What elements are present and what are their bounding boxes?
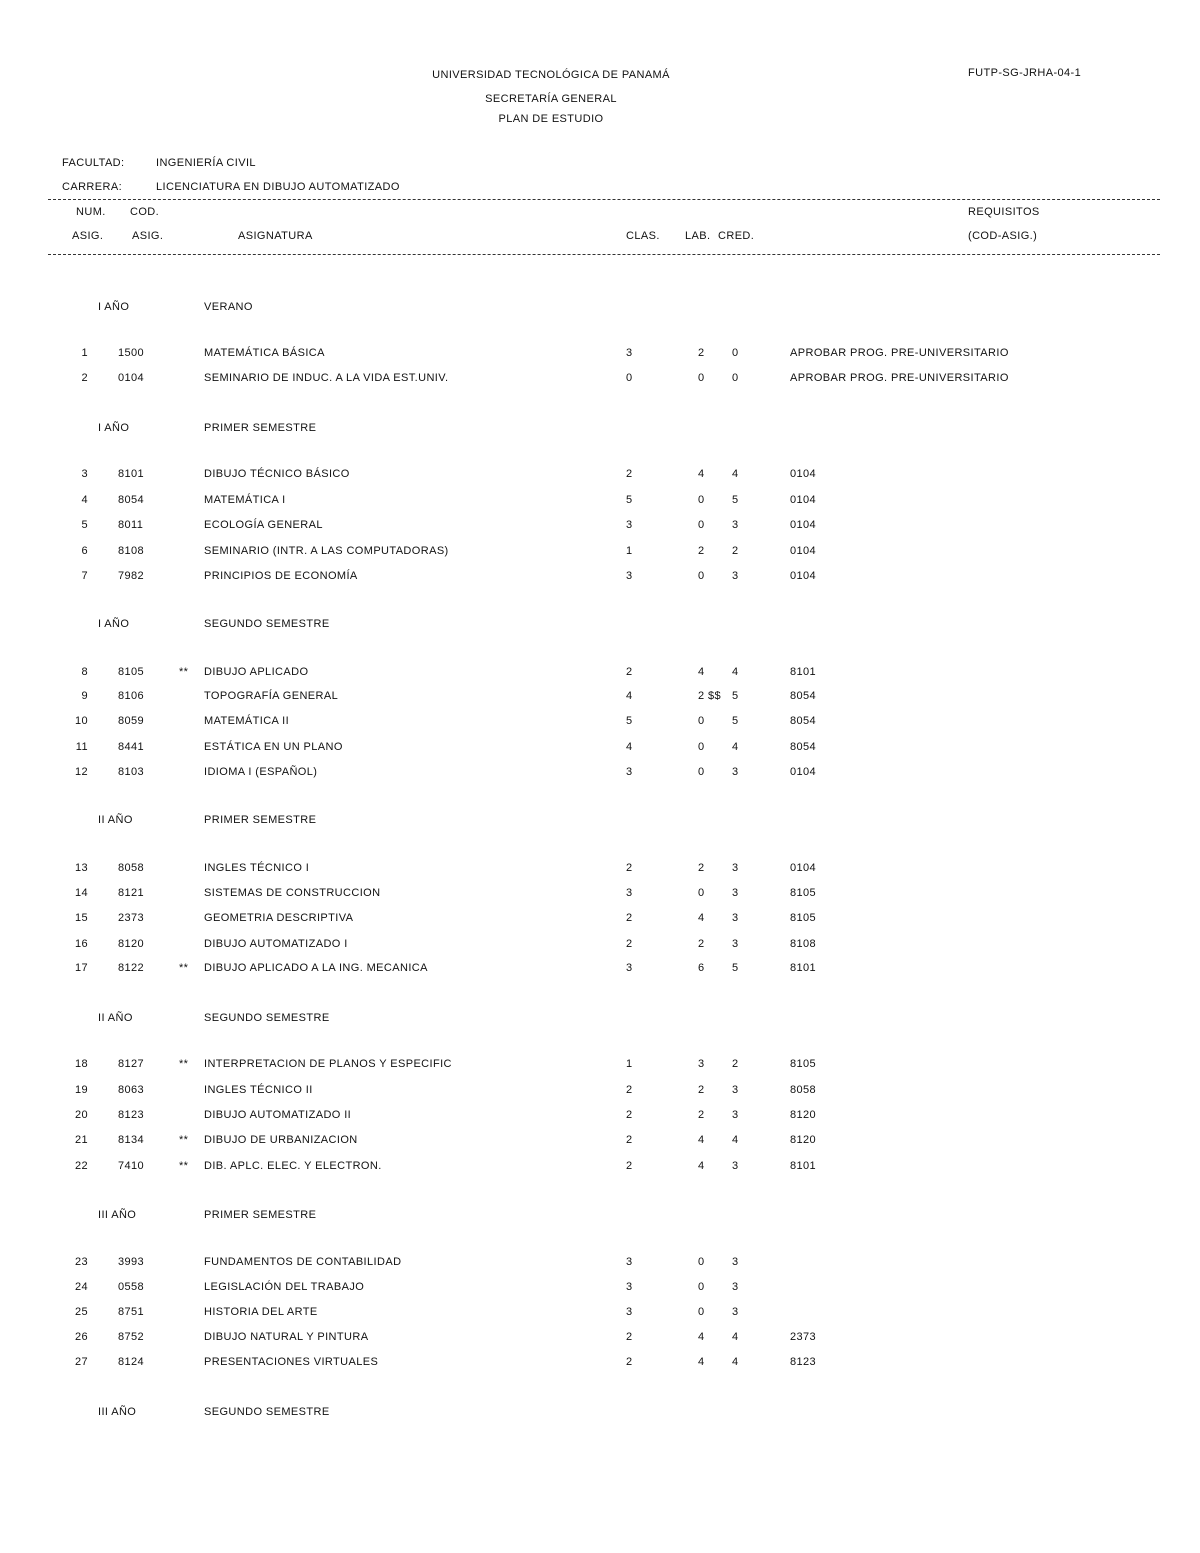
header-divider-bottom (48, 254, 1160, 255)
carrera-value: LICENCIATURA EN DIBUJO AUTOMATIZADO (156, 181, 400, 193)
course-code: 2373 (118, 912, 145, 924)
course-name: GEOMETRIA DESCRIPTIVA (204, 912, 354, 924)
section-header (0, 814, 1200, 832)
course-name: INGLES TÉCNICO I (204, 862, 310, 874)
section-term: VERANO (204, 301, 253, 313)
course-row (0, 766, 1200, 784)
course-clas: 4 (626, 741, 633, 753)
course-name: LEGISLACIÓN DEL TRABAJO (204, 1281, 365, 1293)
course-row (0, 666, 1200, 684)
course-lab: 0 (698, 1281, 705, 1293)
course-name: ECOLOGÍA GENERAL (204, 519, 323, 531)
course-code: 8058 (118, 862, 145, 874)
course-num: 16 (74, 938, 88, 950)
course-row (0, 1306, 1200, 1324)
course-requisito: 8105 (790, 912, 817, 924)
course-num: 21 (74, 1134, 88, 1146)
section-year: III AÑO (98, 1209, 137, 1221)
course-lab: 0 (698, 1256, 705, 1268)
course-num: 19 (74, 1084, 88, 1096)
course-code: 0558 (118, 1281, 145, 1293)
course-clas: 2 (626, 666, 633, 678)
course-lab: 4 (698, 666, 705, 678)
course-requisito: 0104 (790, 545, 817, 557)
course-row (0, 741, 1200, 759)
course-code: 8108 (118, 545, 145, 557)
course-name: IDIOMA I (ESPAÑOL) (204, 766, 318, 778)
course-requisito: 0104 (790, 570, 817, 582)
section-year: I AÑO (98, 422, 130, 434)
course-clas: 2 (626, 912, 633, 924)
course-num: 7 (81, 570, 88, 582)
course-cred: 4 (732, 741, 739, 753)
course-code: 7410 (118, 1160, 145, 1172)
course-num: 12 (74, 766, 88, 778)
section-term: SEGUNDO SEMESTRE (204, 1406, 330, 1418)
course-cred: 3 (732, 912, 739, 924)
course-requisito: 0104 (790, 494, 817, 506)
course-requisito: 0104 (790, 468, 817, 480)
plan-title: PLAN DE ESTUDIO (498, 113, 604, 125)
col-cod-line1: COD. (130, 206, 160, 218)
course-name: INGLES TÉCNICO II (204, 1084, 313, 1096)
course-code: 8127 (118, 1058, 145, 1070)
course-lab: 2 (698, 1084, 705, 1096)
col-cod-line2: ASIG. (132, 230, 164, 242)
section-header (0, 422, 1200, 440)
course-requisito: 2373 (790, 1331, 817, 1343)
course-num: 5 (81, 519, 88, 531)
course-name: INTERPRETACION DE PLANOS Y ESPECIFIC (204, 1058, 452, 1070)
course-row (0, 570, 1200, 588)
course-cred: 5 (732, 715, 739, 727)
course-lab: 4 (698, 1134, 705, 1146)
section-year: I AÑO (98, 301, 130, 313)
course-clas: 5 (626, 494, 633, 506)
section-year: III AÑO (98, 1406, 137, 1418)
course-requisito: 8105 (790, 887, 817, 899)
course-name: PRESENTACIONES VIRTUALES (204, 1356, 379, 1368)
course-code: 1500 (118, 347, 145, 359)
course-name: DIBUJO DE URBANIZACION (204, 1134, 358, 1146)
course-cred: 0 (732, 347, 739, 359)
course-cred: 3 (732, 1084, 739, 1096)
course-code: 3993 (118, 1256, 145, 1268)
col-lab: LAB. (685, 230, 711, 242)
course-requisito: 8120 (790, 1134, 817, 1146)
course-lab: 0 (698, 570, 705, 582)
course-clas: 3 (626, 570, 633, 582)
course-code: 8441 (118, 741, 145, 753)
course-cred: 4 (732, 1356, 739, 1368)
section-year: I AÑO (98, 618, 130, 630)
course-num: 17 (74, 962, 88, 974)
course-row (0, 962, 1200, 980)
course-clas: 2 (626, 1331, 633, 1343)
course-row (0, 1281, 1200, 1299)
course-requisito: 8058 (790, 1084, 817, 1096)
course-name: DIB. APLC. ELEC. Y ELECTRON. (204, 1160, 382, 1172)
col-cred: CRED. (718, 230, 755, 242)
course-row (0, 1084, 1200, 1102)
course-requisito: 8108 (790, 938, 817, 950)
course-name: PRINCIPIOS DE ECONOMÍA (204, 570, 358, 582)
course-lab: 6 (698, 962, 705, 974)
course-code: 8134 (118, 1134, 145, 1146)
course-num: 27 (74, 1356, 88, 1368)
course-cred: 5 (732, 690, 739, 702)
course-row (0, 1058, 1200, 1076)
section-year: II AÑO (98, 1012, 133, 1024)
section-term: SEGUNDO SEMESTRE (204, 1012, 330, 1024)
course-lab: 0 (698, 715, 705, 727)
course-row (0, 1134, 1200, 1152)
course-name: DIBUJO AUTOMATIZADO II (204, 1109, 352, 1121)
course-num: 23 (74, 1256, 88, 1268)
course-name: MATEMÁTICA I (204, 494, 286, 506)
course-requisito: 8054 (790, 715, 817, 727)
course-cred: 5 (732, 962, 739, 974)
course-lab: 0 (698, 766, 705, 778)
course-clas: 5 (626, 715, 633, 727)
course-row (0, 347, 1200, 365)
course-num: 15 (74, 912, 88, 924)
course-num: 6 (81, 545, 88, 557)
col-asignatura: ASIGNATURA (238, 230, 313, 242)
col-requisitos-line2: (COD-ASIG.) (968, 230, 1038, 242)
course-name: DIBUJO APLICADO A LA ING. MECANICA (204, 962, 428, 974)
course-requisito: 8101 (790, 666, 817, 678)
course-mark: ** (179, 962, 189, 974)
course-row (0, 1109, 1200, 1127)
course-num: 22 (74, 1160, 88, 1172)
course-clas: 2 (626, 1356, 633, 1368)
course-code: 8121 (118, 887, 145, 899)
course-cred: 2 (732, 545, 739, 557)
course-clas: 0 (626, 372, 633, 384)
course-cred: 0 (732, 372, 739, 384)
course-requisito: 8120 (790, 1109, 817, 1121)
carrera-label: CARRERA: (62, 181, 123, 193)
university-title: UNIVERSIDAD TECNOLÓGICA DE PANAMÁ (432, 69, 670, 81)
course-name: FUNDAMENTOS DE CONTABILIDAD (204, 1256, 402, 1268)
course-num: 26 (74, 1331, 88, 1343)
course-num: 11 (75, 741, 88, 753)
secretariat-title: SECRETARÍA GENERAL (485, 93, 617, 105)
course-num: 20 (74, 1109, 88, 1121)
section-header (0, 301, 1200, 319)
course-name: TOPOGRAFÍA GENERAL (204, 690, 339, 702)
course-clas: 2 (626, 1084, 633, 1096)
course-lab: 2 (698, 938, 705, 950)
course-clas: 2 (626, 468, 633, 480)
course-code: 8063 (118, 1084, 145, 1096)
course-clas: 3 (626, 887, 633, 899)
course-num: 18 (74, 1058, 88, 1070)
course-lab: 2 (698, 862, 705, 874)
course-row (0, 862, 1200, 880)
course-name: ESTÁTICA EN UN PLANO (204, 741, 343, 753)
course-lab: 4 (698, 468, 705, 480)
course-cred: 3 (732, 1281, 739, 1293)
course-name: SEMINARIO DE INDUC. A LA VIDA EST.UNIV. (204, 372, 449, 384)
course-lab: 3 (698, 1058, 705, 1070)
course-num: 8 (81, 666, 88, 678)
course-cred: 3 (732, 570, 739, 582)
course-code: 8054 (118, 494, 145, 506)
course-requisito: 0104 (790, 519, 817, 531)
course-num: 3 (81, 468, 88, 480)
section-term: PRIMER SEMESTRE (204, 422, 317, 434)
course-cred: 4 (732, 1134, 739, 1146)
section-header (0, 1406, 1200, 1424)
course-mark: ** (179, 666, 189, 678)
col-requisitos-line1: REQUISITOS (968, 206, 1040, 218)
course-code: 8103 (118, 766, 145, 778)
course-row (0, 468, 1200, 486)
course-name: DIBUJO NATURAL Y PINTURA (204, 1331, 369, 1343)
course-cred: 3 (732, 938, 739, 950)
course-code: 8011 (118, 519, 144, 531)
course-code: 8101 (118, 468, 145, 480)
course-cred: 3 (732, 887, 739, 899)
course-row (0, 545, 1200, 563)
course-requisito: 0104 (790, 766, 817, 778)
course-name: MATEMÁTICA II (204, 715, 290, 727)
course-lab: 2 $$ (698, 690, 722, 702)
course-name: MATEMÁTICA BÁSICA (204, 347, 325, 359)
col-num-line1: NUM. (76, 206, 106, 218)
course-row (0, 1160, 1200, 1178)
course-code: 0104 (118, 372, 145, 384)
course-num: 14 (74, 887, 88, 899)
course-name: DIBUJO AUTOMATIZADO I (204, 938, 348, 950)
course-clas: 1 (626, 1058, 633, 1070)
course-clas: 2 (626, 1160, 633, 1172)
course-clas: 3 (626, 1306, 633, 1318)
course-clas: 3 (626, 962, 633, 974)
course-cred: 3 (732, 1256, 739, 1268)
course-lab: 4 (698, 1160, 705, 1172)
course-code: 8106 (118, 690, 145, 702)
document-code: FUTP-SG-JRHA-04-1 (968, 67, 1082, 79)
course-code: 8120 (118, 938, 145, 950)
course-lab: 0 (698, 494, 705, 506)
section-year: II AÑO (98, 814, 133, 826)
course-row (0, 1331, 1200, 1349)
course-requisito: 8054 (790, 690, 817, 702)
course-clas: 1 (626, 545, 633, 557)
course-clas: 4 (626, 690, 633, 702)
course-code: 8122 (118, 962, 145, 974)
course-code: 8751 (118, 1306, 145, 1318)
course-name: SEMINARIO (INTR. A LAS COMPUTADORAS) (204, 545, 449, 557)
course-cred: 3 (732, 766, 739, 778)
course-clas: 3 (626, 347, 633, 359)
course-cred: 5 (732, 494, 739, 506)
course-mark: ** (179, 1058, 189, 1070)
course-code: 8059 (118, 715, 145, 727)
course-cred: 3 (732, 519, 739, 531)
course-row (0, 912, 1200, 930)
course-cred: 3 (732, 862, 739, 874)
course-clas: 3 (626, 1256, 633, 1268)
course-cred: 2 (732, 1058, 739, 1070)
course-clas: 2 (626, 1109, 633, 1121)
course-code: 7982 (118, 570, 145, 582)
section-term: PRIMER SEMESTRE (204, 1209, 317, 1221)
course-cred: 4 (732, 468, 739, 480)
course-row (0, 690, 1200, 708)
course-name: DIBUJO TÉCNICO BÁSICO (204, 468, 350, 480)
course-clas: 3 (626, 1281, 633, 1293)
facultad-label: FACULTAD: (62, 157, 125, 169)
header-divider-top (48, 199, 1160, 200)
course-code: 8123 (118, 1109, 145, 1121)
col-clas: CLAS. (626, 230, 660, 242)
course-requisito: 8123 (790, 1356, 817, 1368)
course-num: 25 (74, 1306, 88, 1318)
course-row (0, 938, 1200, 956)
course-requisito: 8101 (790, 962, 817, 974)
course-lab: 0 (698, 1306, 705, 1318)
course-requisito: 8105 (790, 1058, 817, 1070)
section-term: SEGUNDO SEMESTRE (204, 618, 330, 630)
course-lab: 2 (698, 545, 705, 557)
section-term: PRIMER SEMESTRE (204, 814, 317, 826)
section-header (0, 1012, 1200, 1030)
section-header (0, 618, 1200, 636)
course-code: 8124 (118, 1356, 145, 1368)
course-num: 2 (81, 372, 88, 384)
course-requisito: APROBAR PROG. PRE-UNIVERSITARIO (790, 372, 1009, 384)
course-cred: 4 (732, 1331, 739, 1343)
course-row (0, 1256, 1200, 1274)
course-code: 8105 (118, 666, 145, 678)
course-row (0, 715, 1200, 733)
course-lab: 4 (698, 912, 705, 924)
course-name: HISTORIA DEL ARTE (204, 1306, 318, 1318)
course-clas: 3 (626, 766, 633, 778)
course-requisito: 0104 (790, 862, 817, 874)
course-code: 8752 (118, 1331, 145, 1343)
section-header (0, 1209, 1200, 1227)
course-requisito: 8101 (790, 1160, 817, 1172)
course-num: 24 (74, 1281, 88, 1293)
course-clas: 3 (626, 519, 633, 531)
course-cred: 3 (732, 1160, 739, 1172)
course-cred: 4 (732, 666, 739, 678)
course-lab: 0 (698, 741, 705, 753)
course-mark: ** (179, 1160, 189, 1172)
course-row (0, 887, 1200, 905)
course-num: 1 (81, 347, 88, 359)
course-name: DIBUJO APLICADO (204, 666, 309, 678)
course-lab: 4 (698, 1356, 705, 1368)
course-cred: 3 (732, 1306, 739, 1318)
course-cred: 3 (732, 1109, 739, 1121)
course-row (0, 372, 1200, 390)
course-lab: 0 (698, 887, 705, 899)
course-num: 13 (74, 862, 88, 874)
course-row (0, 494, 1200, 512)
course-num: 9 (81, 690, 88, 702)
course-lab: 4 (698, 1331, 705, 1343)
course-clas: 2 (626, 862, 633, 874)
course-lab: 0 (698, 372, 705, 384)
course-lab: 2 (698, 1109, 705, 1121)
course-clas: 2 (626, 938, 633, 950)
course-mark: ** (179, 1134, 189, 1146)
course-requisito: APROBAR PROG. PRE-UNIVERSITARIO (790, 347, 1009, 359)
course-row (0, 519, 1200, 537)
course-requisito: 8054 (790, 741, 817, 753)
course-row (0, 1356, 1200, 1374)
course-lab: 2 (698, 347, 705, 359)
course-lab: 0 (698, 519, 705, 531)
course-name: SISTEMAS DE CONSTRUCCION (204, 887, 381, 899)
course-num: 4 (81, 494, 88, 506)
course-clas: 2 (626, 1134, 633, 1146)
facultad-value: INGENIERÍA CIVIL (156, 157, 256, 169)
col-num-line2: ASIG. (72, 230, 104, 242)
course-num: 10 (74, 715, 88, 727)
